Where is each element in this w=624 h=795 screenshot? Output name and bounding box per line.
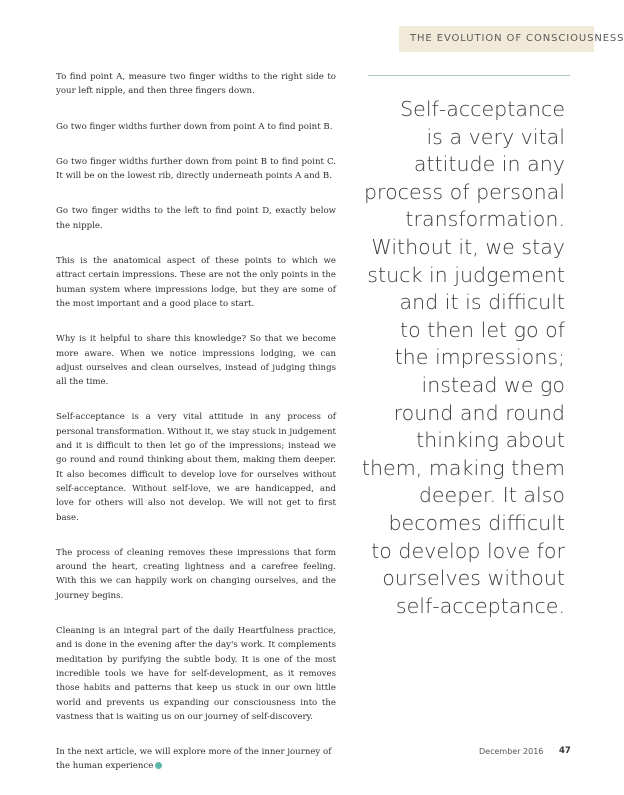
paragraph: Go two finger widths to the left to find point D, exactly below the nipple. bbox=[56, 206, 336, 231]
pull-quote-line: to then let go of bbox=[400, 317, 565, 342]
paragraph: To find point A, measure two finger widths to the right side to your left nipple, and then three fingers down. bbox=[56, 72, 336, 97]
pull-quote-line: is a very vital bbox=[426, 124, 565, 149]
pull-quote-line: instead we go bbox=[421, 372, 565, 397]
paragraph: Cleaning is an integral part of the daily Heartfulness practice, and is done in the evening after the day's work. It complements meditation by purifying the subtle body. It is one of the most incredible tools we have for self-development, as it removes those habits and patterns that keep us stuck in our own little world and prevents us expanding our consciousness into the vastness that is waiting us on our journey of self-discovery. bbox=[56, 626, 336, 722]
pull-quote-line: self-acceptance. bbox=[395, 593, 565, 618]
paragraph: Why is it helpful to share this knowledge? So that we become more aware. When we notice impressions lodging, we can adjust ourselves and clean ourselves, instead of judging things all the time. bbox=[56, 334, 336, 388]
pull-quote-line: and it is difficult bbox=[399, 290, 565, 315]
paragraph: Go two finger widths further down from point B to find point C. It will be on the lowest rib, directly underneath points A and B. bbox=[56, 156, 336, 182]
paragraph: The process of cleaning removes these impressions that form around the heart, creating lightness and a carefree feeling. With this we can happily work on changing ourselves, and the journey begins. bbox=[56, 547, 336, 601]
pull-quote-line: becomes difficult bbox=[388, 510, 565, 535]
paragraph: Go two finger widths further down from point A to find point B. bbox=[56, 121, 333, 132]
pull-quote-line: ourselves without bbox=[382, 566, 565, 591]
pull-quote-line: Self-acceptance bbox=[400, 97, 565, 121]
paragraph: Self-acceptance is a very vital attitude in any process of personal transformation. Without it, we stay stuck in judgement and it is difficult to then let go of the impressions; instead we go round and round thinking about them, making them deeper. It also becomes difficult to develop love for ourselves without self-acceptance. Without self-love, we are handicapped, and love for others will also not develop. We will not get to first base. bbox=[56, 412, 336, 523]
pull-quote-line: deeper. It also bbox=[418, 483, 565, 508]
article-body bbox=[56, 70, 336, 795]
pull-quote-line: stuck in judgement bbox=[367, 262, 565, 287]
pull-quote-line: attitude in any bbox=[413, 152, 565, 177]
pull-quote-line: Without it, we stay bbox=[371, 234, 565, 259]
closing-text: In the next article, we will explore more of the inner journey of the human experience bbox=[56, 747, 332, 772]
paragraph: This is the anatomical aspect of these points to which we attract certain impressions. These are not the only points in the human system where impressions lodge, but they are some of the most important and a good place to start. bbox=[56, 256, 336, 309]
pull-quote-line: the impressions; bbox=[394, 345, 565, 370]
pull-quote-line: transformation. bbox=[405, 207, 565, 232]
pull-quote-rule bbox=[368, 75, 570, 76]
closing-paragraph bbox=[56, 745, 336, 774]
pull-quote-line: to develop love for bbox=[371, 538, 565, 563]
pull-quote-line: them, making them bbox=[361, 455, 565, 480]
issue-date: December 2016 bbox=[479, 747, 544, 756]
page-number: 47 bbox=[559, 746, 571, 756]
end-mark-dot-icon bbox=[155, 762, 162, 769]
section-title: THE EVOLUTION OF CONSCIOUSNESS bbox=[410, 33, 624, 44]
section-header bbox=[399, 26, 624, 52]
pull-quote-line: thinking about bbox=[416, 428, 565, 453]
pull-quote bbox=[350, 96, 565, 620]
pull-quote-line: process of personal bbox=[363, 179, 565, 204]
pull-quote-line: round and round bbox=[393, 400, 565, 425]
